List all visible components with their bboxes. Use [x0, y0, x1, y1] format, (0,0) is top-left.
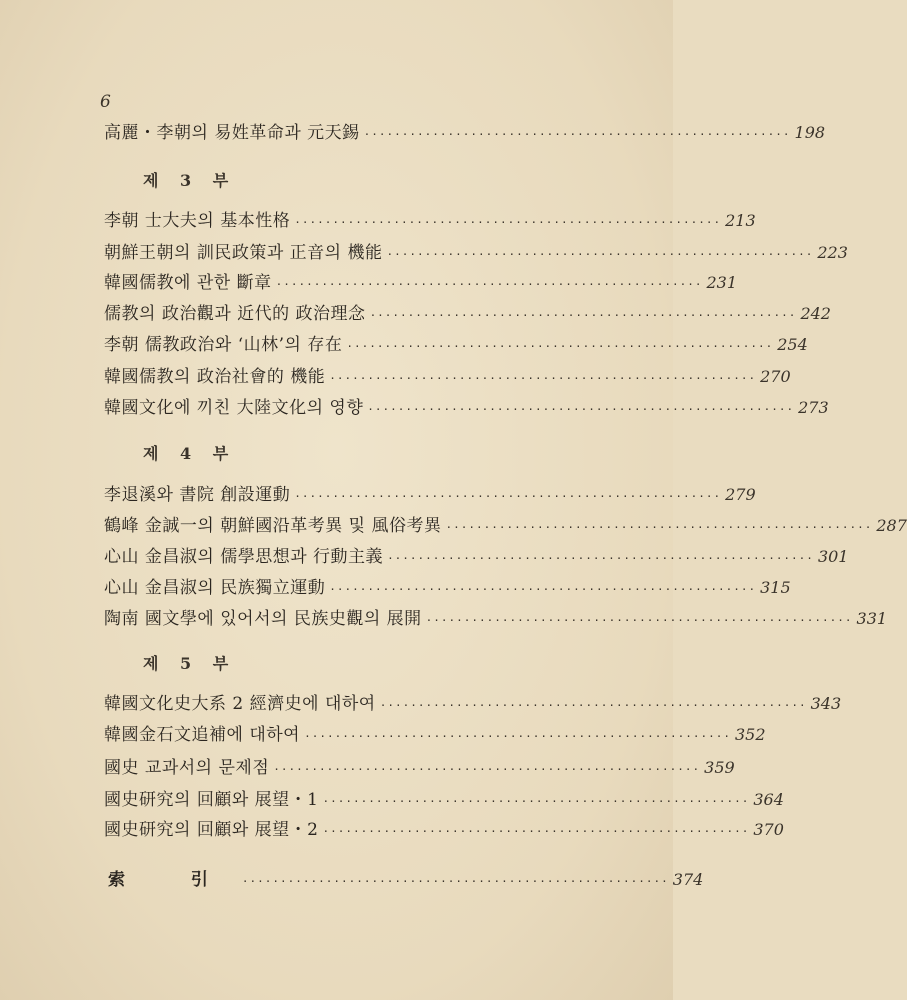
- dot-leader: ························································: [386, 248, 814, 261]
- toc-entry-page: 364: [753, 790, 784, 809]
- toc-entry-page: 374: [672, 870, 704, 889]
- toc-entry-page: 301: [817, 547, 849, 566]
- dot-leader: ························································: [387, 552, 814, 565]
- toc-entry-page: 279: [725, 485, 756, 504]
- toc-entry-page: 343: [810, 694, 842, 713]
- toc-entry-page: 223: [817, 243, 848, 262]
- section-heading-part3: 제 3 부: [143, 171, 237, 190]
- toc-entry-page: 352: [734, 725, 766, 744]
- toc-entry[interactable]: [104, 817, 784, 843]
- toc-entry[interactable]: [104, 482, 756, 508]
- toc-entry-page: 370: [753, 820, 784, 839]
- toc-entry-title: 韓國文化史大系 2 經濟史에 대하여: [104, 694, 376, 714]
- toc-entry-page: 270: [760, 367, 791, 386]
- toc-entry-title: 索 引: [108, 870, 238, 890]
- toc-entry[interactable]: [104, 575, 791, 601]
- dot-leader: ························································: [275, 278, 703, 291]
- dot-leader: ························································: [241, 875, 669, 888]
- toc-entry-title: 韓國金石文追補에 대하여: [104, 725, 301, 745]
- toc-entry[interactable]: [104, 544, 849, 570]
- page-number: 6: [100, 92, 111, 112]
- toc-entry[interactable]: [104, 395, 829, 421]
- toc-entry-index[interactable]: [108, 867, 704, 893]
- toc-entry-title: 心山 金昌淑의 儒學思想과 行動主義: [104, 547, 384, 567]
- toc-entry-title: 高麗・李朝의 易姓革命과 元天錫: [104, 123, 360, 143]
- dot-leader: ························································: [367, 403, 795, 416]
- toc-entry-page: 331: [856, 609, 888, 628]
- toc-entry-page: 242: [800, 304, 831, 323]
- toc-entry[interactable]: [104, 364, 791, 390]
- dot-leader: ························································: [346, 340, 774, 353]
- toc-entry[interactable]: [104, 755, 735, 781]
- toc-entry-title: 朝鮮王朝의 訓民政策과 正音의 機能: [104, 243, 383, 263]
- toc-entry[interactable]: [104, 120, 826, 146]
- dot-leader: ························································: [294, 216, 722, 229]
- dot-leader: ························································: [329, 583, 757, 596]
- toc-entry[interactable]: [104, 787, 784, 813]
- dot-leader: ························································: [322, 795, 750, 808]
- toc-entry-title: 李朝 儒教政治와 ‘山林’의 存在: [104, 335, 343, 355]
- toc-entry[interactable]: [104, 208, 756, 234]
- toc-entry[interactable]: [104, 513, 907, 539]
- dot-leader: ························································: [322, 825, 750, 838]
- toc-entry-title: 儒教의 政治觀과 近代的 政治理念: [104, 304, 366, 324]
- toc-entry-page: 315: [760, 578, 791, 597]
- toc-entry-title: 心山 金昌淑의 民族獨立運動: [104, 578, 326, 598]
- dot-leader: ························································: [379, 699, 807, 712]
- toc-entry-page: 254: [777, 335, 808, 354]
- toc-entry-title: 李朝 士大夫의 基本性格: [104, 211, 291, 231]
- toc-entry[interactable]: [104, 722, 766, 748]
- toc-entry[interactable]: [104, 270, 737, 296]
- toc-entry-page: 213: [725, 211, 756, 230]
- section-heading-part5: 제 5 부: [143, 654, 237, 673]
- toc-entry-page: 273: [798, 398, 829, 417]
- toc-entry[interactable]: [104, 606, 888, 632]
- dot-leader: ························································: [329, 372, 757, 385]
- dot-leader: ························································: [425, 614, 853, 627]
- toc-entry-title: 韓國文化에 끼친 大陸文化의 영향: [104, 398, 364, 418]
- toc-entry-title: 韓國儒教의 政治社會的 機能: [104, 367, 326, 387]
- toc-entry-title: 韓國儒教에 관한 斷章: [104, 273, 272, 293]
- toc-entry-title: 陶南 國文學에 있어서의 民族史觀의 展開: [104, 609, 422, 629]
- toc-entry[interactable]: [104, 240, 848, 266]
- dot-leader: ························································: [304, 730, 731, 743]
- toc-entry-title: 國史研究의 回顧와 展望・1: [104, 790, 319, 810]
- toc-entry-title: 李退溪와 書院 創設運動: [104, 485, 291, 505]
- toc-entry[interactable]: [104, 301, 831, 327]
- toc-entry-page: 287: [876, 516, 907, 535]
- toc-entry-page: 359: [704, 758, 735, 777]
- toc-entry-title: 國史研究의 回顧와 展望・2: [104, 820, 319, 840]
- dot-leader: ························································: [294, 490, 722, 503]
- dot-leader: ························································: [363, 128, 791, 141]
- toc-entry-page: 198: [794, 123, 826, 142]
- toc-entry[interactable]: [104, 332, 808, 358]
- dot-leader: ························································: [273, 763, 701, 776]
- toc-entry-page: 231: [706, 273, 737, 292]
- toc-entry-title: 鶴峰 金誠一의 朝鮮國沿革考異 및 風俗考異: [104, 516, 442, 536]
- dot-leader: ························································: [369, 309, 797, 322]
- dot-leader: ························································: [445, 521, 873, 534]
- section-heading-part4: 제 4 부: [143, 444, 237, 463]
- toc-entry[interactable]: [104, 691, 842, 717]
- toc-entry-title: 國史 교과서의 문제점: [104, 758, 270, 778]
